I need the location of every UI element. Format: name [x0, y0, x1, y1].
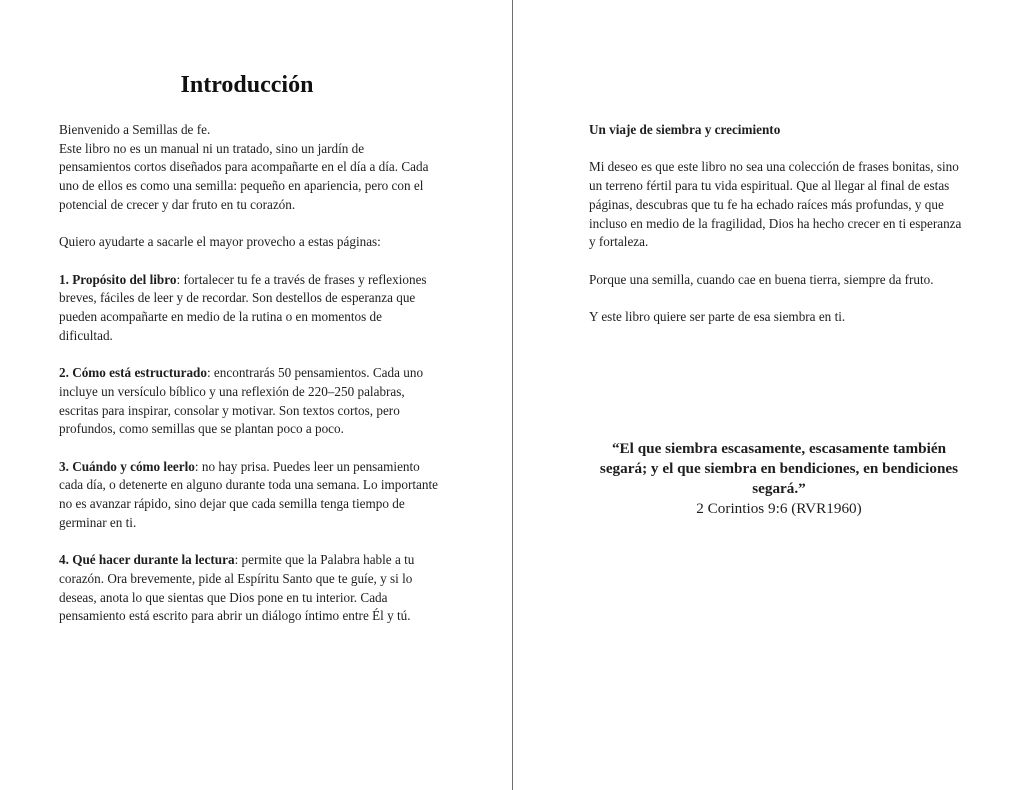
intro-paragraph — [59, 121, 439, 215]
item-label: 2. Cómo está estructurado — [59, 365, 207, 381]
quote-text: “El que siembra escasamente, escasamente también segará; y el que siembra en bendiciones, en bendiciones segará.” — [599, 440, 959, 497]
item-text: : fortalecer tu fe a través de frases y reflexiones breves, fáciles de leer y de recordar. Son destellos de esperanza que pueden acompañarte en medio de la rutina o en momentos de dificultad. — [59, 271, 427, 343]
list-item-structure — [59, 364, 439, 439]
item-label: 3. Cuándo y cómo leerlo — [59, 458, 195, 474]
body-paragraph: Mi deseo es que este libro no sea una colección de frases bonitas, sino un terreno fértil para tu vida espiritual. Que al llegar al final de estas páginas, descubras que tu fe ha echado raíces más profundas, y que incluso en medio de la fragilidad, Dios ha hecho crecer en ti esperanza y fortaleza. — [589, 159, 962, 250]
bible-quote — [589, 439, 969, 519]
intro-text: Este libro no es un manual ni un tratado, sino un jardín de pensamientos cortos diseñados para acompañarte en el día a día. Cada uno de ellos es como una semilla: pequeño en apariencia, pero con el potencial de crecer y dar fruto en tu corazón. — [59, 140, 429, 212]
quote-reference: 2 Corintios 9:6 (RVR1960) — [696, 500, 862, 517]
page-title: Introducción — [180, 72, 314, 98]
list-item-during-reading — [59, 551, 439, 626]
list-item-when-how — [59, 458, 439, 533]
body-paragraph: Y este libro quiere ser parte de esa siembra en ti. — [589, 308, 846, 324]
welcome-line: Bienvenido a Semillas de fe. — [59, 122, 211, 137]
right-page — [513, 0, 1024, 790]
item-text: : no hay prisa. Puedes leer un pensamiento cada día, o detenerte en alguno durante toda una semana. Lo importante no es avanzar rápido, sino dejar que cada semilla tenga tiempo de germinar en ti. — [59, 458, 438, 530]
body-paragraph: Porque una semilla, cuando cae en buena tierra, siempre da fruto. — [589, 271, 934, 287]
item-label: 4. Qué hacer durante la lectura — [59, 552, 235, 568]
section-heading: Un viaje de siembra y crecimiento — [589, 122, 781, 137]
right-page-body — [589, 121, 969, 345]
item-label: 1. Propósito del libro — [59, 271, 177, 287]
introduction-body — [59, 121, 439, 645]
item-text: : encontrarás 50 pensamientos. Cada uno incluye un versículo bíblico y una reflexión de 220–250 palabras, escritas para inspirar, consolar y motivar. Son textos cortos, pero profundos, como semillas que se plantan poco a poco. — [59, 365, 424, 437]
lead-paragraph: Quiero ayudarte a sacarle el mayor provecho a estas páginas: — [59, 234, 381, 250]
list-item-purpose — [59, 271, 439, 346]
item-text: : permite que la Palabra hable a tu corazón. Ora brevemente, pide al Espíritu Santo que te guíe, y si lo deseas, anota lo que sientas que Dios pone en tu interior. Cada pensamiento está escrito para abrir un diálogo íntimo entre Él y tú. — [59, 552, 415, 624]
